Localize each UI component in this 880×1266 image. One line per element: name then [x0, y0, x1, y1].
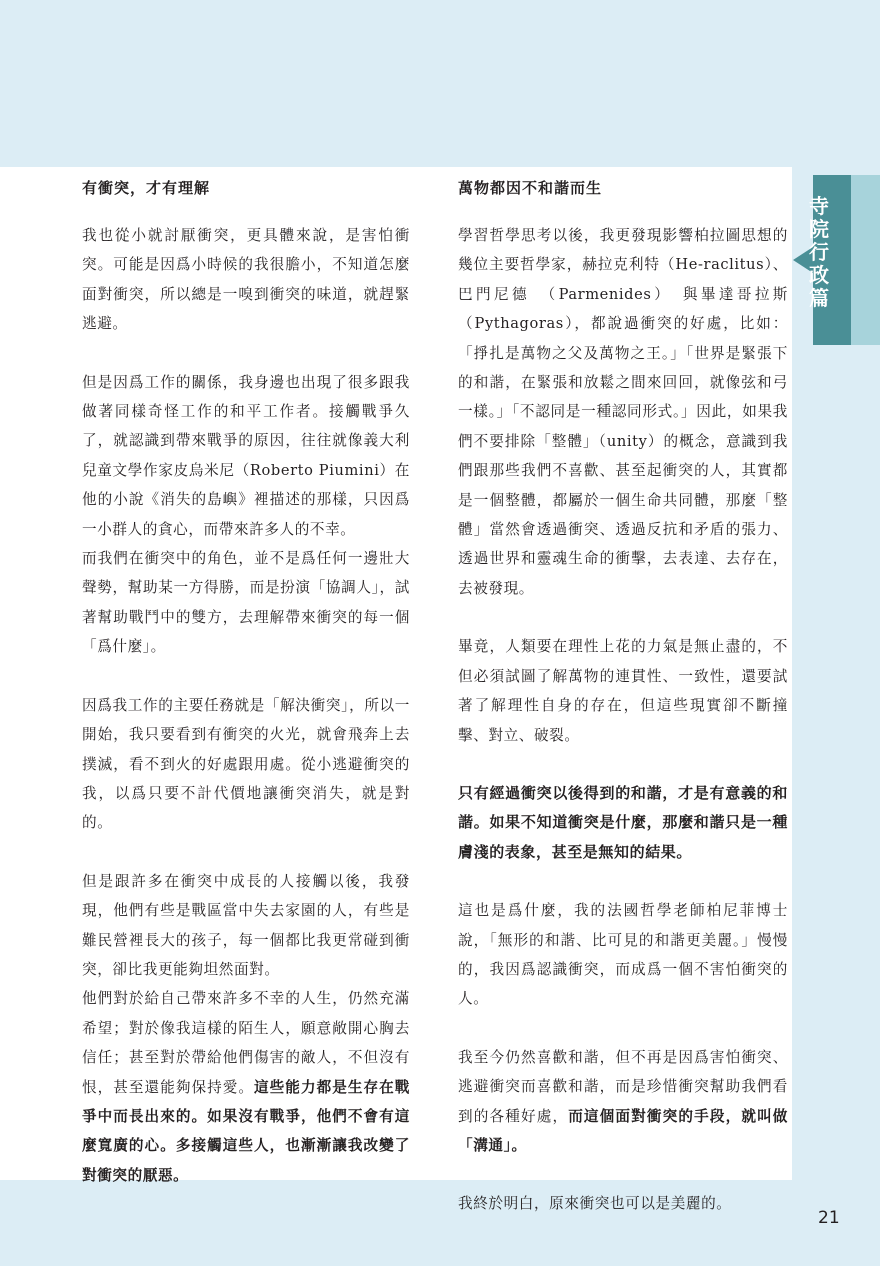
paragraph-text: 我至今仍然喜歡和諧，但不再是因爲害怕衝突、逃避衝突而喜歡和諧，而是珍惜衝突幫助我們看到的各種好處， [458, 1048, 788, 1125]
emphasis-paragraph: 只有經過衝突以後得到的和諧，才是有意義的和諧。如果不知道衝突是什麼，那麼和諧只是一種膚淺的表象，甚至是無知的結果。 [458, 783, 788, 861]
paragraph: 因爲我工作的主要任務就是「解決衝突」，所以一開始，我只要看到有衝突的火光，就會飛奔上去撲滅，看不到火的好處跟用處。從小逃避衝突的我，以爲只要不計代價地讓衝突消失，就是對的。 [82, 696, 410, 832]
paragraph: 但是因爲工作的關係，我身邊也出現了很多跟我做著同樣奇怪工作的和平工作者。接觸戰爭久了，就認識到帶來戰爭的原因，往往就像義大利兒童文學作家皮烏米尼（Roberto Piumini）在他的小說《消失的島嶼》裡描述的那樣，只因爲一小群人的貪心，而帶來許多人的不幸。 [82, 373, 410, 538]
left-column [82, 167, 410, 1190]
paragraph: 但是跟許多在衝突中成長的人接觸以後，我發現，他們有些是戰區當中失去家園的人，有些是難民營裡長大的孩子，每一個都比我更常碰到衝突，卻比我更能夠坦然面對。 [82, 872, 410, 978]
paragraph: 我終於明白，原來衝突也可以是美麗的。 [458, 1195, 732, 1213]
right-column [458, 167, 788, 1219]
paragraph: 我也從小就討厭衝突，更具體來說，是害怕衝突。可能是因爲小時候的我很膽小，不知道怎麼面對衝突，所以總是一嗅到衝突的味道，就趕緊逃避。 [82, 227, 410, 333]
paragraph [458, 1043, 788, 1161]
emphasis-text: 這些能力都是生存在戰爭中而長出來的。如果沒有戰爭，他們不會有這麼寬廣的心。多接觸這些人，也漸漸讓我改變了對衝突的厭惡。 [82, 1078, 410, 1184]
paragraph: 畢竟，人類要在理性上花的力氣是無止盡的，不但必須試圖了解萬物的連貫性、一致性，還要試著了解理性自身的存在，但這些現實卻不斷撞擊、對立、破裂。 [458, 638, 788, 744]
emphasis-text: 而這個面對衝突的手段，就叫做「溝通」。 [458, 1107, 789, 1154]
paragraph-text: 他們對於給自己帶來許多不幸的人生，仍然充滿希望；對於像我這樣的陌生人，願意敞開心胸去信任；甚至對於帶給他們傷害的敵人，不但沒有恨，甚至還能夠保持愛。 [82, 990, 410, 1096]
page-number: 21 [818, 1208, 840, 1228]
paragraph: 這也是爲什麼，我的法國哲學老師柏尼菲博士說，「無形的和諧、比可見的和諧更美麗。」慢慢的，我因爲認識衝突，而成爲一個不害怕衝突的人。 [458, 902, 788, 1008]
section-heading-left: 有衝突，才有理解 [82, 179, 211, 197]
paragraph [82, 984, 410, 1190]
paragraph: 而我們在衝突中的角色，並不是爲任何一邊壯大聲勢，幫助某一方得勝，而是扮演「協調人」，試著幫助戰鬥中的雙方，去理解帶來衝突的每一個「爲什麼」。 [82, 550, 410, 656]
paragraph: 學習哲學思考以後，我更發現影響柏拉圖思想的幾位主要哲學家，赫拉克利特（He-raclitus）、巴門尼德 （Parmenides） 與畢達哥拉斯（Pythagoras），都說過衝突的好處，比如：「掙扎是萬物之父及萬物之王。」「世界是緊張下的和諧，在緊張和放鬆之間來回回，就像弦和弓一樣。」「不認同是一種認同形式。」因此，如果我們不要排除「整體」（unity）的概念，意識到我們跟那些我們不喜歡、甚至起衝突的人，其實都是一個整體，都屬於一個生命共同體，那麼「整體」當然會透過衝突、透過反抗和矛盾的張力、透過世界和靈魂生命的衝擊，去表達、去存在，去被發現。 [458, 227, 788, 597]
chapter-tab-label: 寺院行政篇 [809, 194, 829, 310]
chapter-tab [793, 175, 880, 345]
section-heading-right: 萬物都因不和諧而生 [458, 179, 603, 197]
